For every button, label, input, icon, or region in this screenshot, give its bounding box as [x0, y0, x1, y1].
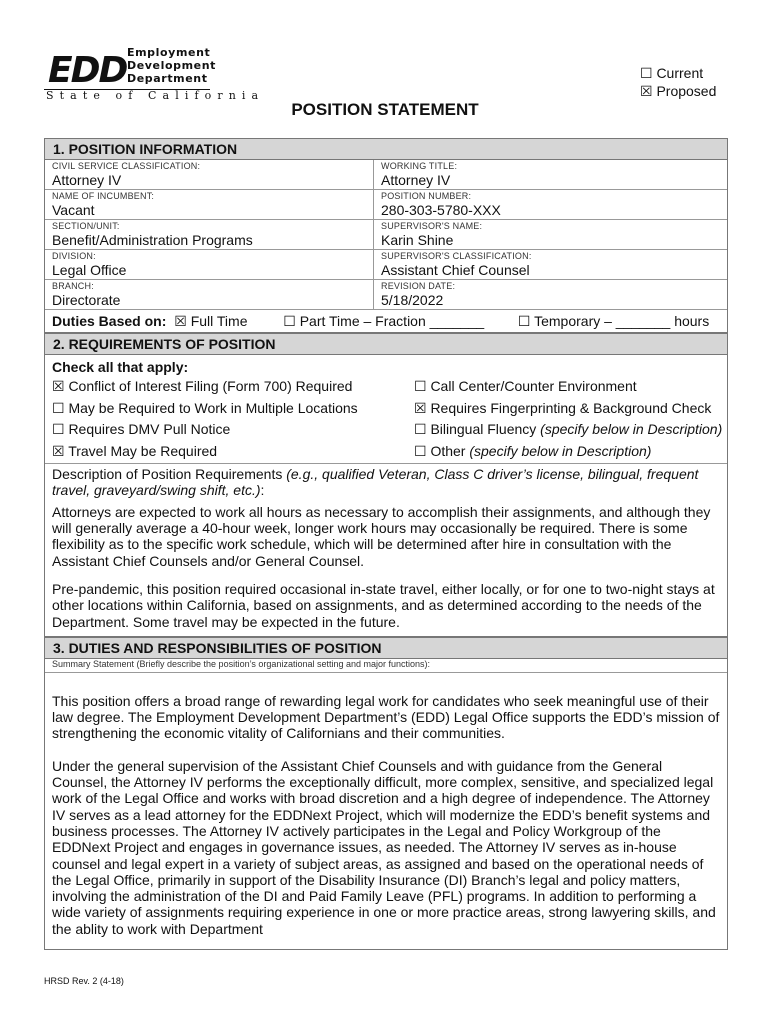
field-value: Assistant Chief Counsel	[381, 262, 530, 278]
field-value: Attorney IV	[381, 172, 451, 188]
status-options	[640, 64, 716, 100]
field-value: Benefit/Administration Programs	[52, 232, 253, 248]
part-time-checkbox[interactable]: ☐ Part Time – Fraction _______	[283, 313, 485, 329]
info-row	[45, 220, 727, 250]
position-info-grid	[44, 160, 728, 310]
other-note: (specify below in Description)	[469, 443, 652, 460]
bilingual-fluency-checkbox[interactable]: ☐ Bilingual Fluency	[414, 421, 537, 438]
field-label: SUPERVISOR'S NAME:	[381, 221, 483, 231]
call-center-checkbox[interactable]: ☐ Call Center/Counter Environment	[414, 378, 637, 394]
section2-header: 2. REQUIREMENTS OF POSITION	[44, 333, 728, 355]
field-label: BRANCH:	[52, 281, 94, 291]
status-current-checkbox[interactable]: ☐ Current	[640, 65, 704, 81]
field-value: Legal Office	[52, 262, 127, 278]
duties-box	[44, 659, 728, 950]
revision-date-field[interactable]	[374, 280, 727, 309]
logo-line-1: Employment	[127, 46, 211, 59]
position-form	[44, 138, 728, 950]
status-proposed-checkbox[interactable]: ☒ Proposed	[640, 83, 717, 99]
info-row	[45, 280, 727, 310]
other-item[interactable]	[414, 441, 722, 463]
supervisor-name-field[interactable]	[374, 220, 727, 249]
other-checkbox[interactable]: ☐ Other	[414, 443, 466, 460]
field-label: NAME OF INCUMBENT:	[52, 191, 155, 201]
description-label-text: Description of Position Requirements	[52, 465, 283, 482]
logo-abbr: EDD	[48, 50, 127, 91]
page-title: POSITION STATEMENT	[291, 100, 479, 119]
check-all-label: Check all that apply:	[52, 359, 189, 375]
bilingual-fluency-item[interactable]	[414, 419, 722, 441]
info-row	[45, 190, 727, 220]
position-number-field[interactable]	[374, 190, 727, 219]
field-label: SECTION/UNIT:	[52, 221, 120, 231]
requirements-paragraph-2: Pre-pandemic, this position required occasional in-state travel, either locally, or for one to two-night stays at other locations within California, based on assignments, and as determined according to the needs of the Department. Some travel may be expected in the future.	[52, 581, 715, 630]
field-label: POSITION NUMBER:	[381, 191, 472, 201]
field-value: Karin Shine	[381, 232, 454, 248]
field-value: Attorney IV	[52, 172, 122, 188]
section-unit-field[interactable]	[45, 220, 374, 249]
requirements-box	[44, 355, 728, 637]
field-label: DIVISION:	[52, 251, 96, 261]
section3-header: 3. DUTIES AND RESPONSIBILITIES OF POSITION	[44, 637, 728, 659]
summary-label: Summary Statement (Briefly describe the position’s organizational setting and major functions):	[45, 659, 727, 673]
logo-line-3: Department	[127, 72, 208, 85]
field-value: 280-303-5780-XXX	[381, 202, 501, 218]
form-revision-footer: HRSD Rev. 2 (4-18)	[44, 976, 124, 986]
field-value: 5/18/2022	[381, 292, 444, 308]
conflict-of-interest-checkbox[interactable]: ☒ Conflict of Interest Filing (Form 700) Required	[52, 378, 353, 394]
full-time-checkbox[interactable]: ☒ Full Time	[174, 313, 248, 329]
working-title-field[interactable]	[374, 160, 727, 189]
duties-paragraph-2: Under the general supervision of the Assistant Chief Counsels and with guidance from the General Counsel, the Attorney IV performs the exceptionally difficult, more complex, sensitive, and specialized legal work of the Legal Office and works with broad discretion and a high degree of independence. The Attorney IV serves as a lead attorney for the EDDNext Project, which will modernize the EDD’s benefit systems and business processes. The Attorney IV actively participates in the Legal and Policy Workgroup of the EDDNext Project and engages in governance issues, as needed. The Attorney IV serves as in-house counsel and legal expert in a variety of subject areas, as assigned and based on the operational needs of the Legal Office, primarily in support of the Disability Insurance (DI) Branch’s legal and policy matters, involving the administration of the DI and Paid Family Leave (PFL) programs. In addition to performing a wide variety of assignments requiring experience in one or more practice areas, strong lawyering skills, and the ablity to work with Department	[52, 757, 716, 937]
branch-field[interactable]	[45, 280, 374, 309]
incumbent-field[interactable]	[45, 190, 374, 219]
requirements-paragraph-1: Attorneys are expected to work all hours as necessary to accomplish their assignments, and although they will generally average a 40-hour week, longer work hours may occasionally be required. There is some flexibility as to the specific work schedule, which will be determined after hire in consultation with the Assistant Chief Counsels and/or General Counsel.	[52, 503, 711, 569]
logo-state: State of California	[46, 89, 265, 102]
field-label: WORKING TITLE:	[381, 161, 458, 171]
fingerprinting-checkbox[interactable]: ☒ Requires Fingerprinting & Background Check	[414, 399, 712, 416]
bilingual-note: (specify below in Description)	[540, 421, 723, 438]
description-label: Description of Position Requirements (e.g., qualified Veteran, Class C driver’s license, bilingual, frequent travel, graveyard/swing shift, etc.):	[45, 463, 727, 498]
field-label: REVISION DATE:	[381, 281, 456, 291]
section1-header: 1. POSITION INFORMATION	[44, 138, 728, 160]
duties-label: Duties Based on:	[52, 313, 167, 329]
temporary-checkbox[interactable]: ☐ Temporary – _______ hours	[517, 313, 710, 329]
field-label: SUPERVISOR'S CLASSIFICATION:	[381, 251, 532, 261]
duties-based-on-row	[44, 310, 728, 333]
description-example: (e.g., qualified Veteran, Class C driver’s license, bilingual, frequent travel, graveyard/swing shift, etc.)	[52, 465, 699, 498]
classification-field[interactable]	[45, 160, 374, 189]
info-row	[45, 250, 727, 280]
dmv-pull-notice-checkbox[interactable]: ☐ Requires DMV Pull Notice	[52, 421, 231, 438]
field-value: Vacant	[52, 202, 95, 218]
logo-department-name	[127, 46, 216, 85]
edd-logo	[44, 44, 265, 106]
logo-line-2: Development	[127, 59, 217, 72]
travel-required-checkbox[interactable]: ☒ Travel May be Required	[52, 443, 218, 460]
requirements-checklist	[52, 376, 723, 463]
division-field[interactable]	[45, 250, 374, 279]
info-row	[45, 160, 727, 190]
field-value: Directorate	[52, 292, 121, 308]
multiple-locations-checkbox[interactable]: ☐ May be Required to Work in Multiple Locations	[52, 399, 358, 416]
duties-paragraph-1: This position offers a broad range of rewarding legal work for candidates who seek meaningful use of their law degree. The Employment Development Department’s (EDD) Legal Office supports the EDD’s mission of strengthening the economic vitality of Californians and their communities.	[52, 692, 720, 742]
supervisor-classification-field[interactable]	[374, 250, 727, 279]
field-label: CIVIL SERVICE CLASSIFICATION:	[52, 161, 201, 171]
